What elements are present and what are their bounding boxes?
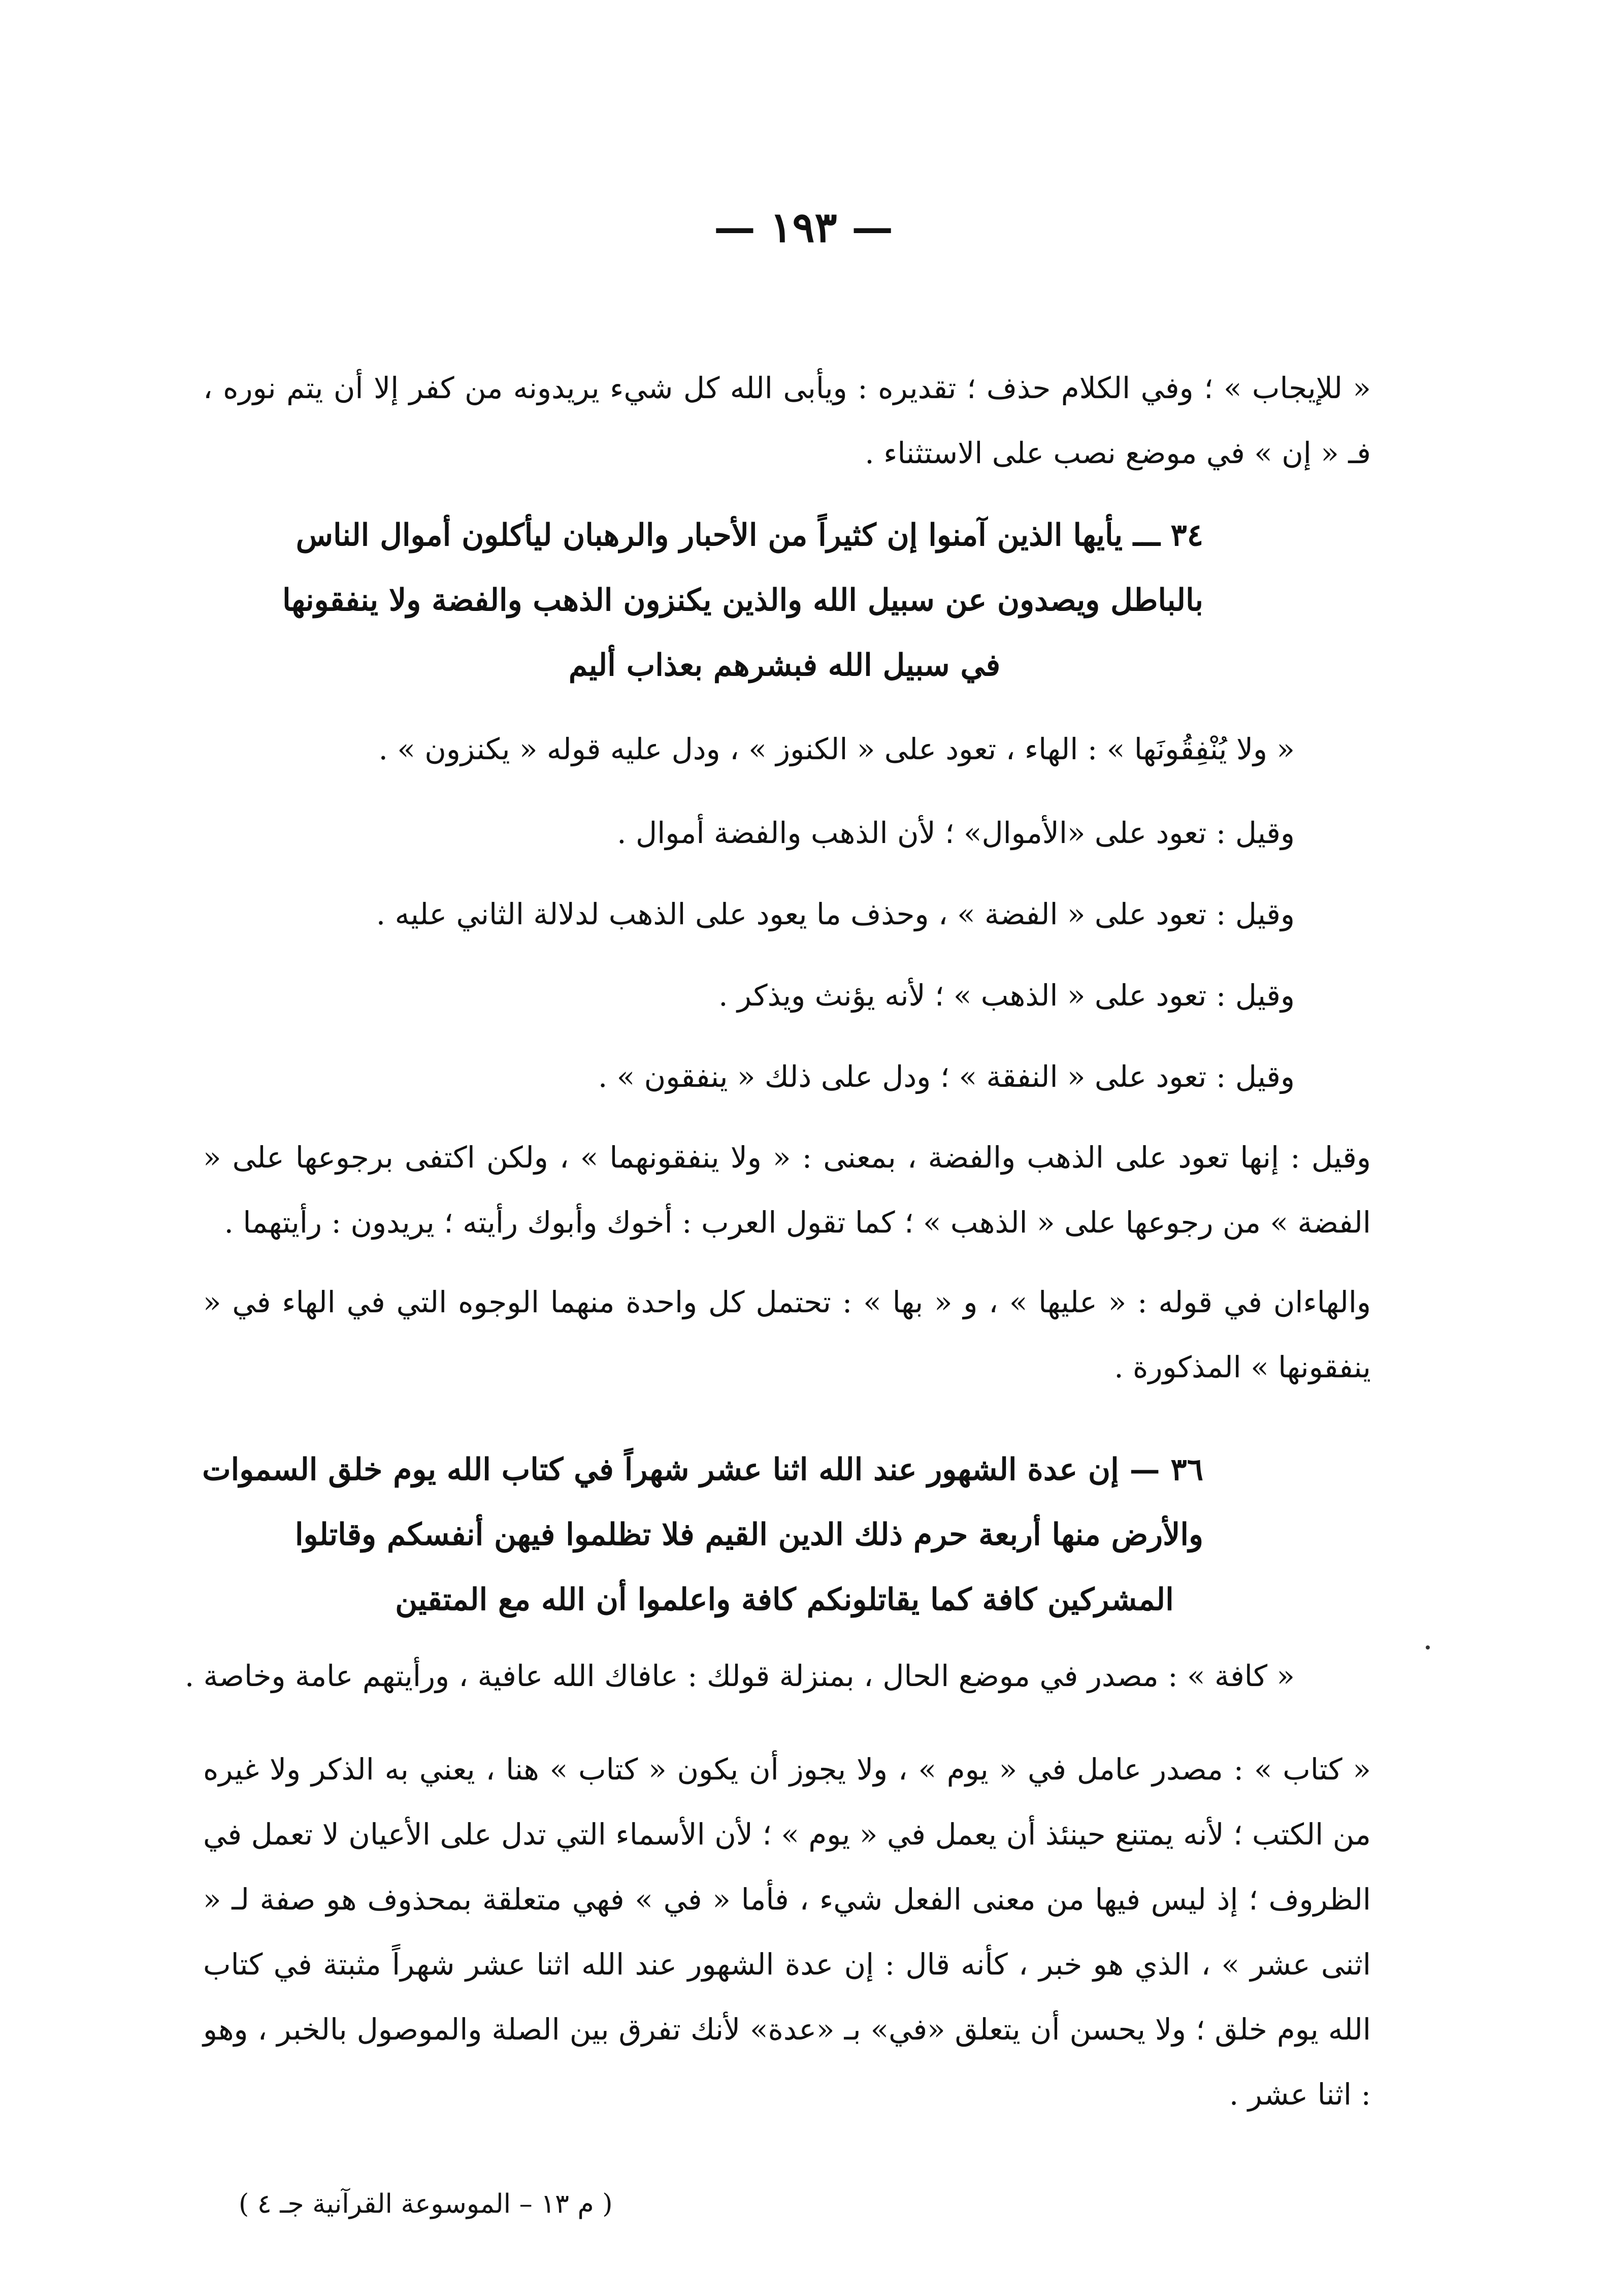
footer-volume-note: ( م ١٣ – الموسوعة القرآنية جـ ٤ ) [239, 2189, 613, 2219]
verse-34-line-1: ٣٤ ـــ يأيها الذين آمنوا إن كثيراً من الأحبار والرهبان ليأكلون أموال الناس [296, 518, 1203, 553]
commentary-line-1: « ولا يُنْفِقُونَها » : الهاء ، تعود على « الكنوز » ، ودل عليه قوله « يكنزون » . [378, 732, 1295, 766]
commentary-line-3: وقيل : تعود على « الفضة » ، وحذف ما يعود على الذهب لدلالة الثاني عليه . [376, 897, 1295, 931]
paragraph-continuation: « للإيجاب » ؛ وفي الكلام حذف ؛ تقديره : ويأبى الله كل شيء يريدونه من كفر إلا أن يتم نوره ، فـ « إن » في موضع نصب على الاستثناء . [203, 371, 1371, 470]
commentary-kaffa: « كافة » : مصدر في موضع الحال ، بمنزلة قولك : عافاك الله عافية ، ورأيتهم عامة وخاصة . [184, 1659, 1295, 1693]
verse-36-line-1: ٣٦ — إن عدة الشهور عند الله اثنا عشر شهراً في كتاب الله يوم خلق السموات [202, 1452, 1203, 1487]
verse-34-line-2: بالباطل ويصدون عن سبيل الله والذين يكنزون الذهب والفضة ولا ينفقونها [282, 583, 1203, 618]
paragraph-kitab: « كتاب » : مصدر عامل في « يوم » ، ولا يجوز أن يكون « كتاب » هنا ، يعني به الذكر ولا غيره من الكتب ؛ لأنه يمتنع حينئذ أن يعمل في « يوم » ؛ لأن الأسماء التي تدل على الأعيان لا تعمل في الظروف ؛ إذ ليس فيها من معنى الفعل شيء ، فأما « في » فهي متعلقة بمحذوف هو صفة لـ « اثنى عشر » ، الذي هو خبر ، كأنه قال : إن عدة الشهور عند الله اثنا عشر شهراً مثبتة في كتاب الله يوم خلق ؛ ولا يحسن أن يتعلق «في» بـ «عدة» لأنك تفرق بين الصلة والموصول بالخبر ، وهو : اثنا عشر . [203, 1752, 1371, 2112]
paragraph-pronoun: وقيل : إنها تعود على الذهب والفضة ، بمعنى : « ولا ينفقونهما » ، ولكن اكتفى برجوعها على « الفضة » من رجوعها على « الذهب » ؛ كما تقول العرب : أخوك وأبوك رأيته ؛ يريدون : رأيتهما . [203, 1140, 1371, 1240]
page-number: — ١٩٣ — [713, 203, 894, 252]
verse-36 [202, 1437, 1203, 1632]
paragraph-two-ha: والهاءان في قوله : « عليها » ، و « بها » : تحتمل كل واحدة منهما الوجوه التي في الهاء في « ينفقونها » المذكورة . [203, 1285, 1371, 1384]
commentary-line-2: وقيل : تعود على «الأموال» ؛ لأن الذهب والفضة أموال . [617, 816, 1295, 850]
commentary-line-5: وقيل : تعود على « النفقة » ؛ ودل على ذلك « ينفقون » . [598, 1059, 1295, 1094]
verse-34-line-3: في سبيل الله فبشرهم بعذاب أليم [568, 648, 1001, 683]
verse-36-line-3: المشركين كافة كما يقاتلونكم كافة واعلموا أن الله مع المتقين [395, 1582, 1174, 1618]
commentary-line-4: وقيل : تعود على « الذهب » ؛ لأنه يؤنث ويذكر . [718, 978, 1295, 1013]
verse-34 [282, 503, 1203, 698]
verse-36-line-2: والأرض منها أربعة حرم ذلك الدين القيم فلا تظلموا فيهن أنفسكم وقاتلوا [294, 1517, 1203, 1553]
scan-speck [1426, 1645, 1430, 1650]
